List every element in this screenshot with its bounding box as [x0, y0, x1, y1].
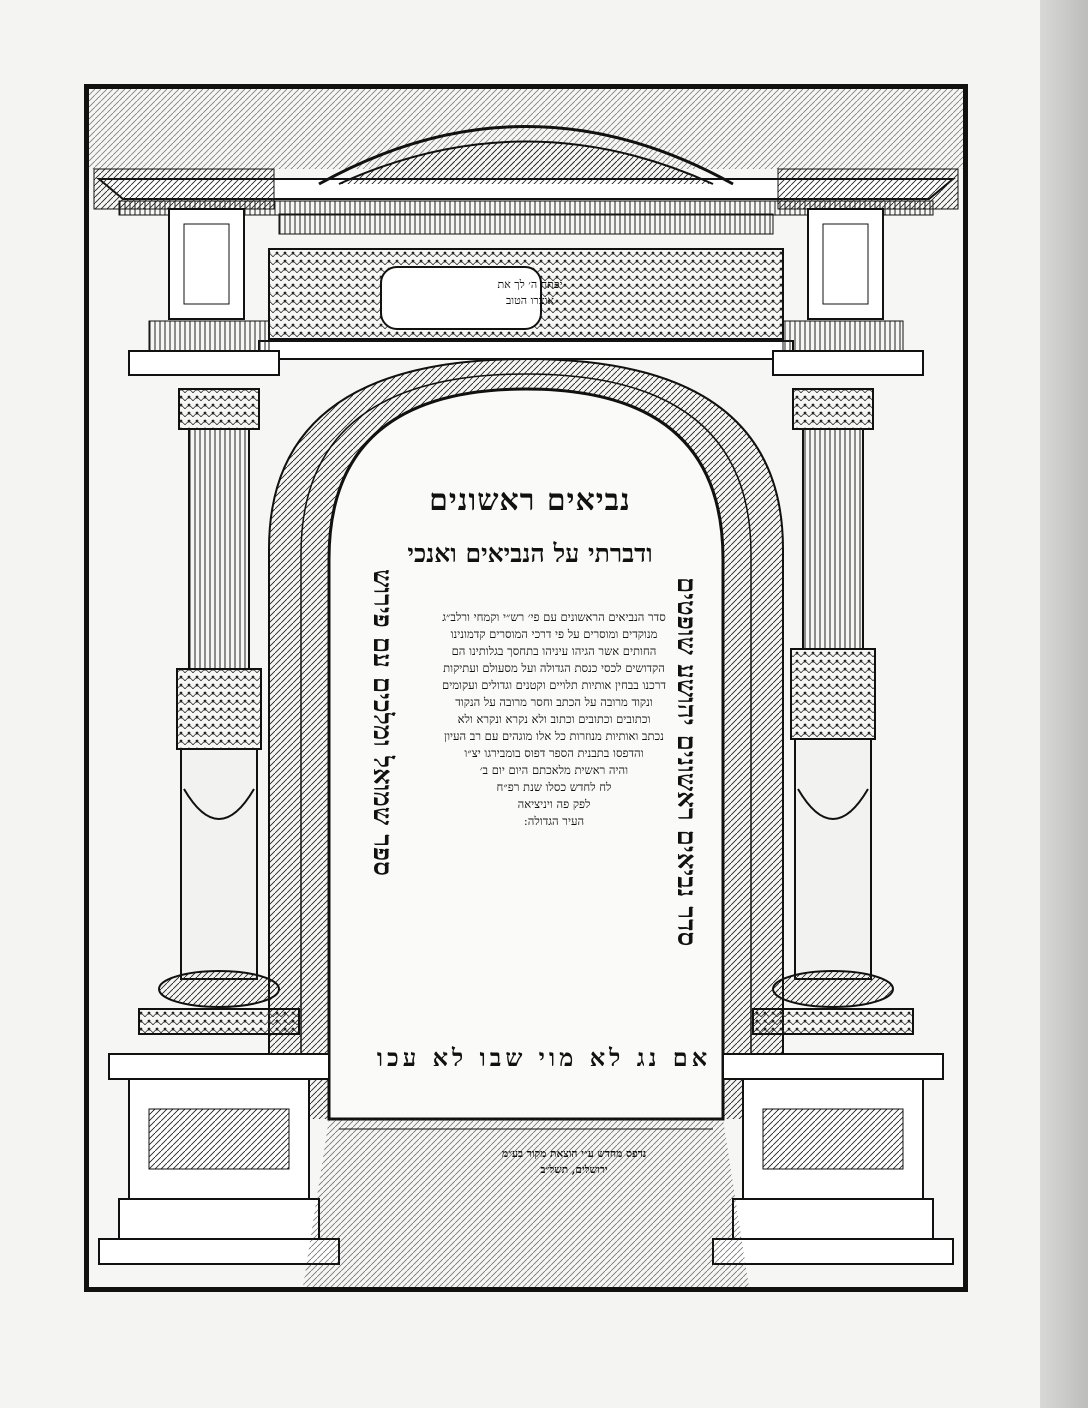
reprint-imprint: נדפס מחדש ע״י הוצאת מקור בע״מ ירושלים, תשל״ב: [501, 1148, 647, 1176]
vertical-heading-left: ספר שמואל ומלכים עם פירוש: [367, 569, 397, 876]
body-line: נכתב ואותיות מנוזרות כל אלו מוגהים עם רב העיון: [444, 729, 664, 743]
page-title: נביאים ראשונים: [429, 483, 631, 518]
vertical-heading-right: סדר נביאים ראשונים יהושע שופטים: [671, 577, 701, 947]
body-line: ונקוד מרובה על הכתב וחסר מרובה על הנקוד: [455, 695, 653, 709]
left-entablature: [94, 169, 279, 375]
body-line: סדר הנביאים הראשונים עם פי׳ רש״י וקמחי ורלב״ג: [442, 610, 666, 624]
body-line: והיה ראשית מלאכתם היום יום ב׳: [479, 763, 629, 777]
floor: [303, 1119, 749, 1287]
cartouche-inscription: יפתח ה׳ לך את אוצרו הטוב: [497, 278, 563, 307]
page-edge-shadow: [1040, 0, 1088, 1408]
body-line: דרכנו בבחין אותיות תלויים וקטנים וגדולים ועקומים: [442, 678, 666, 692]
body-line: הקדושים לכסי כנסת הגדולה ועל מסעולם ועתיקות: [443, 661, 665, 675]
body-line: והדפסו בתבנית הספר דפוס בומבירגו יצ״ו: [464, 746, 644, 760]
right-pedestal: [713, 1054, 953, 1264]
right-entablature: [773, 169, 958, 375]
body-text: [419, 609, 689, 830]
body-line: לח לחדש כסלו שנת רפ״ח: [496, 780, 612, 794]
bottom-inscription: אם נג לא מוי שבו לא עכו: [376, 1043, 712, 1072]
body-line: החותים אשר הגיהו עיניהו בתחסך בגלותינו הם: [451, 644, 657, 658]
body-line: מנוקדים ומוסרים על פי דרכי המוסרים קדמונינו: [450, 627, 658, 641]
body-line: לפק פה ויניציאה: [517, 797, 591, 811]
body-line: העיר הגדולה:: [523, 814, 585, 828]
left-pedestal: [99, 1054, 339, 1264]
body-line: וכתובים וכתובים וכתוב ולא נקרא ונקרא ולא: [457, 712, 651, 726]
page-subtitle: ודברתי על הנביאים ואנכי: [407, 539, 653, 568]
title-page-frame: [84, 84, 968, 1292]
